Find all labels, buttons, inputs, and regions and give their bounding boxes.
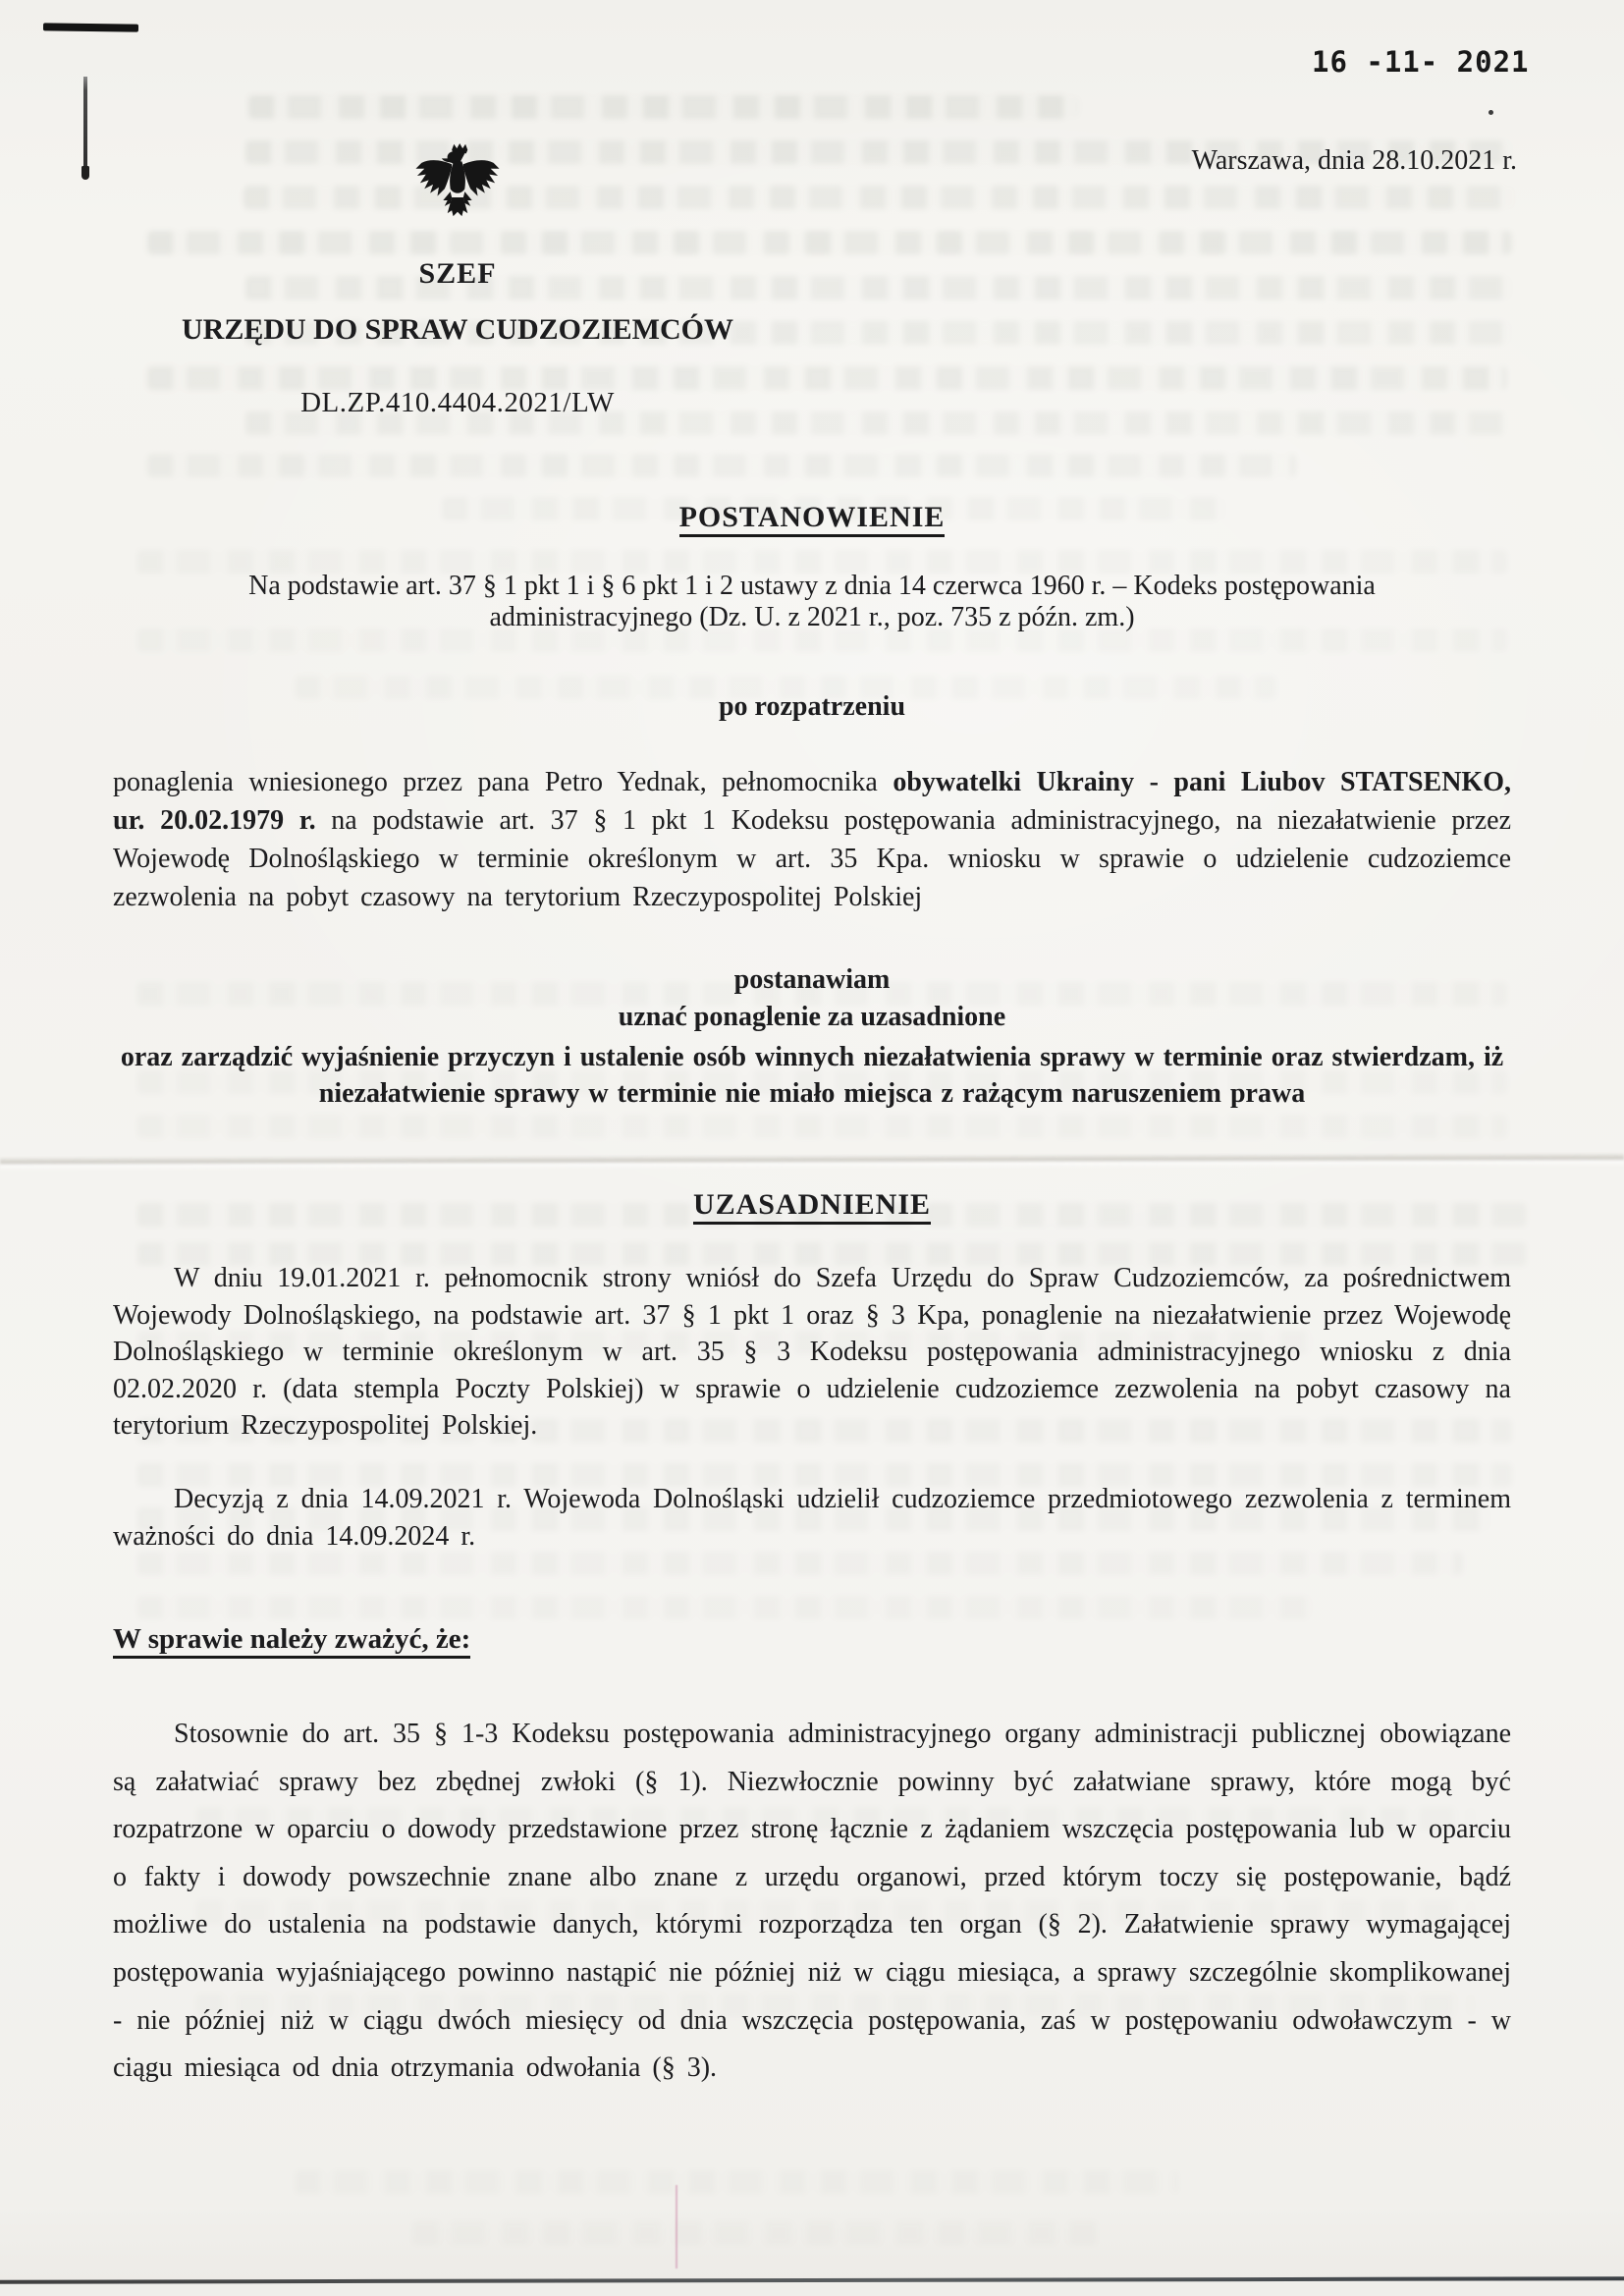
polish-eagle-emblem-icon <box>414 140 501 236</box>
consideration-subheading: W sprawie należy zważyć, że: <box>113 1623 1511 1656</box>
party-paragraph <box>113 763 1511 916</box>
justification-paragraph-1: W dniu 19.01.2021 r. pełnomocnik strony wniósł do Szefa Urzędu do Spraw Cudzoziemców, za pośrednictwem Wojewody Dolnośląskiego, na podstawie art. 37 § 1 pkt 1 oraz § 3 Kpa, ponaglenie na niezałatwienie przez Wojewodę Dolnośląskiego w terminie określonym w art. 35 § 3 Kodeksu postępowania administracyjnego wniosku z dnia 02.02.2020 r. (data stempla Poczty Polskiej) w sprawie o udzielenie cudzoziemce zezwolenia na pobyt czasowy na terytorium Rzeczypospolitej Polskiej. <box>113 1263 1511 1441</box>
after-consideration-label: po rozpatrzeniu <box>718 691 906 722</box>
justification-paragraph-3: Stosownie do art. 35 § 1-3 Kodeksu postępowania administracyjnego organy administracji publicznej obowiązane są załatwiać sprawy bez zbędnej zwłoki (§ 1). Niezwłocznie powinny być załatwiane sprawy, które mogą być rozpatrzone w oparciu o dowody przedstawione przez stronę łącznie z żądaniem wszczęcia postępowania lub w oparciu o fakty i dowody powszechnie znane albo znane z urzędu organowi, przed którym toczy się postępowanie, bądź możliwe do ustalenia na podstawie danych, którymi rozporządza ten organ (§ 2). Załatwienie sprawy wymagającej postępowania wyjaśniającego powinno nastąpić nie później niż w ciągu miesiąca, a sprawy szczególnie skomplikowanej - nie później niż w ciągu dwóch miesięcy od dnia wszczęcia postępowania, zaś w postępowaniu odwoławczym - w ciągu miesiąca od dnia otrzymania odwołania (§ 3). <box>113 1719 1511 2084</box>
ruling-point-1: uznać ponaglenie za uzasadnione <box>618 1002 1006 1032</box>
ruling-intro: postanawiam <box>733 964 891 995</box>
authority-office-name: URZĘDU DO SPRAW CUDZOZIEMCÓW <box>181 313 733 346</box>
party-paragraph-intro: ponaglenia wniesionego przez pana Petro Yednak, pełnomocnika <box>113 767 893 797</box>
document-title <box>113 501 1511 534</box>
justification-heading: UZASADNIENIE <box>113 1188 1511 1222</box>
legal-basis-paragraph: Na podstawie art. 37 § 1 pkt 1 i § 6 pkt 1 i 2 ustawy z dnia 14 czerwca 1960 r. – Kodeks postępowania administracyjnego (Dz. U. z 2021 r., poz. 735 z późn. zm.) <box>248 571 1376 632</box>
case-number: DL.ZP.410.4404.2021/LW <box>300 387 615 418</box>
authority-title: SZEF <box>418 257 497 290</box>
ruling-point-2: oraz zarządzić wyjaśnienie przyczyn i ustalenie osób winnych niezałatwienia sprawy w terminie oraz stwierdzam, iż niezałatwienie sprawy w terminie nie miało miejsca z rażącym naruszeniem prawa <box>120 1042 1504 1109</box>
document-title-text: POSTANOWIENIE <box>679 501 946 537</box>
place-and-date-line: Warszawa, dnia 28.10.2021 r. <box>1191 145 1517 176</box>
party-paragraph-rest: na podstawie art. 37 § 1 pkt 1 Kodeksu postępowania administracyjnego, na niezałatwienie przez Wojewodę Dolnośląskiego w terminie określonym w art. 35 Kpa. wniosku w sprawie o udzielenie cudzoziemce zezwolenia na pobyt czasowy na terytorium Rzeczypospolitej Polskiej <box>113 805 1511 912</box>
justification-paragraph-2: Decyzją z dnia 14.09.2021 r. Wojewoda Dolnośląski udzielił cudzoziemce przedmiotowego zezwolenia z terminem ważności do dnia 14.09.2024 r. <box>113 1484 1511 1552</box>
received-date-stamp: 16 -11- 2021 <box>1312 45 1530 79</box>
party-name-bold: obywatelki Ukrainy - pani Liubov STATSENKO, ur. 20.02.1979 r. <box>113 767 1511 836</box>
